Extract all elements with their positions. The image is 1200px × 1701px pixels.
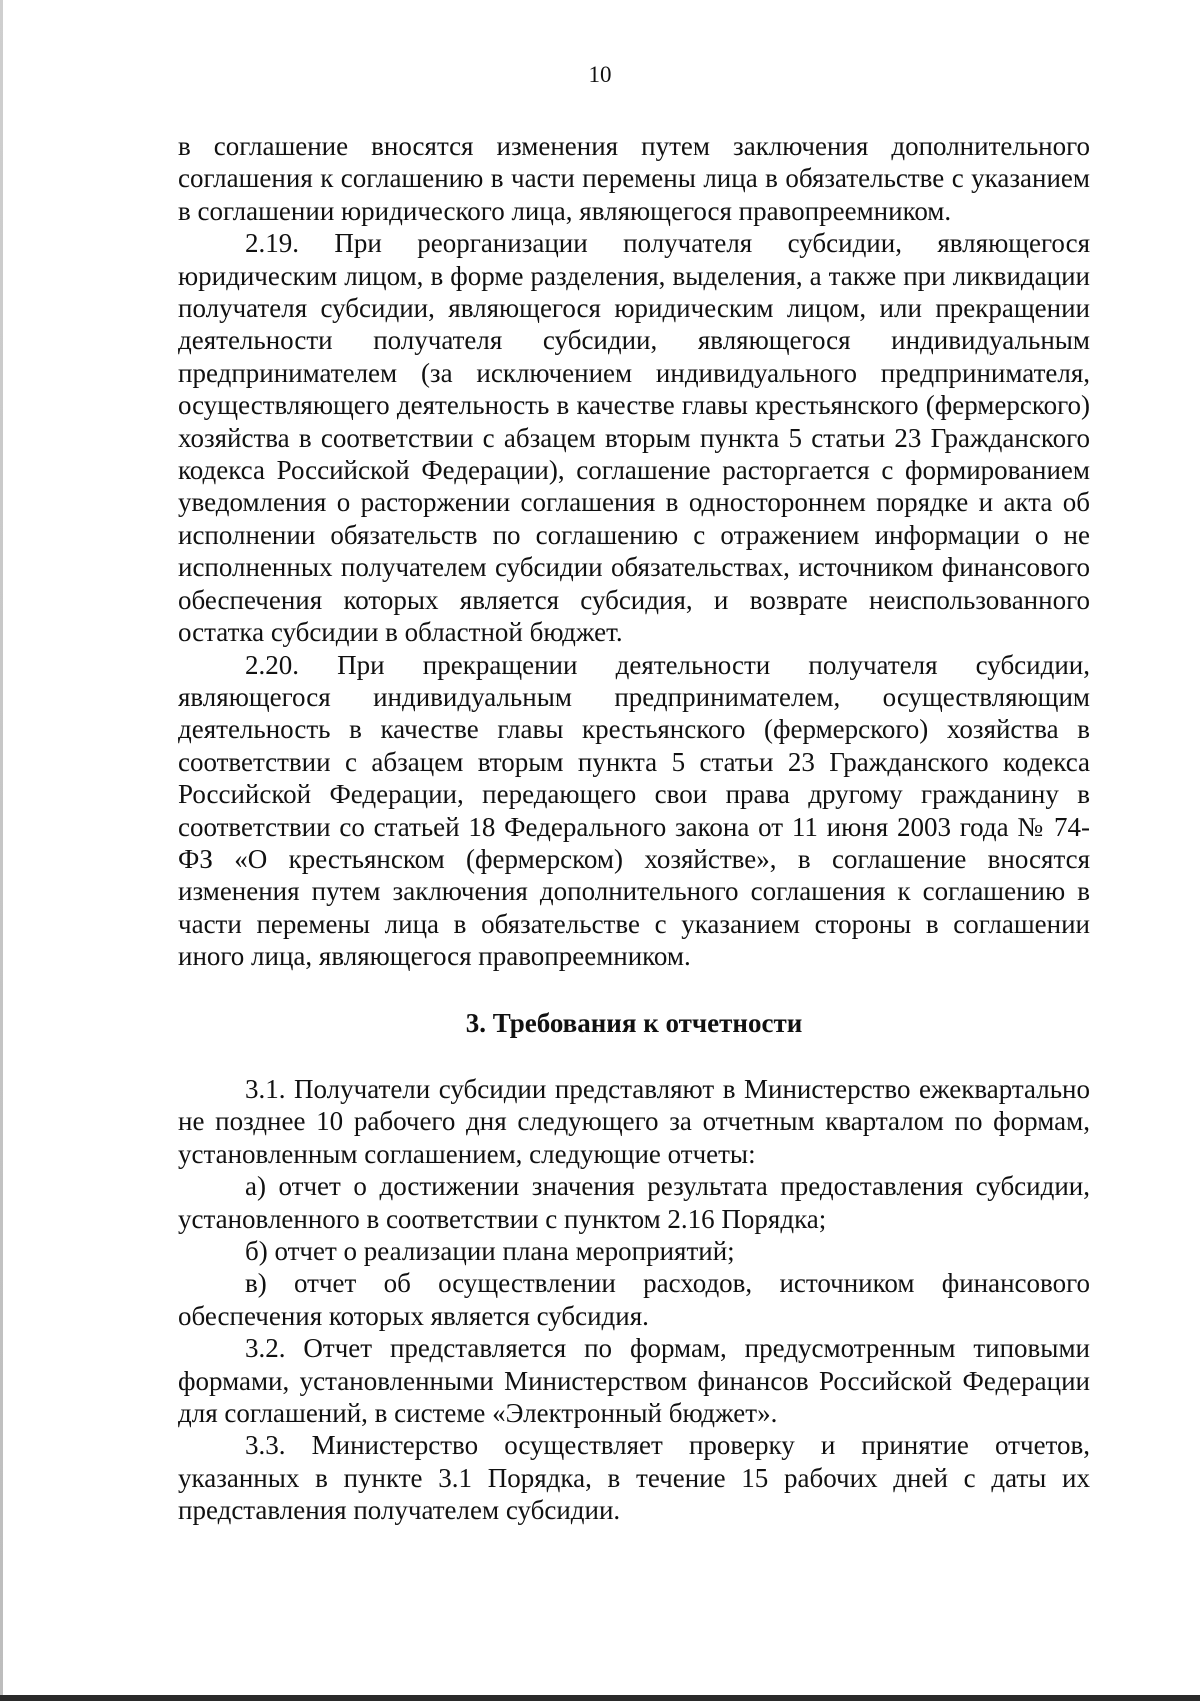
- document-body: [178, 130, 1090, 1527]
- section-heading: 3. Требования к отчетности: [465, 1007, 803, 1038]
- list-item-b: б) отчет о реализации плана мероприятий;: [245, 1236, 735, 1266]
- paragraph-2-19: 2.19. При реорганизации получателя субсидии, являющегося юридическим лицом, в форме разделения, выделения, а также при ликвидации получателя субсидии, являющегося юридическим лицом, или прекращении деятельности получателя субсидии, являющегося индивидуальным предпринимателем (за исключением индивидуального предпринимателя, осуществляющего деятельность в качестве главы крестьянского (фермерского) хозяйства в соответствии с абзацем вторым пункта 5 статьи 23 Гражданского кодекса Российской Федерации), соглашение расторгается с формированием уведомления о расторжении соглашения в одностороннем порядке и акта об исполнении обязательств по соглашению с отражением информации о не исполненных получателем субсидии обязательствах, источником финансового обеспечения которых является субсидия, и возврате неиспользованного остатка субсидии в областной бюджет.: [178, 228, 1090, 648]
- paragraph-3-2: 3.2. Отчет представляется по формам, предусмотренным типовыми формами, установленными Министерством финансов Российской Федерации для соглашений, в системе «Электронный бюджет».: [178, 1333, 1090, 1429]
- list-item-a: а) отчет о достижении значения результата предоставления субсидии, установленного в соответствии с пунктом 2.16 Порядка;: [178, 1171, 1090, 1234]
- list-item-v: в) отчет об осуществлении расходов, источником финансового обеспечения которых является субсидия.: [178, 1268, 1090, 1331]
- paragraph-3-3: 3.3. Министерство осуществляет проверку и принятие отчетов, указанных в пункте 3.1 Порядка, в течение 15 рабочих дней с даты их представления получателем субсидии.: [178, 1430, 1090, 1526]
- scan-edge-left: [0, 0, 3, 1701]
- paragraph-continuation: в соглашение вносятся изменения путем заключения дополнительного соглашения к соглашению в части перемены лица в обязательстве с указанием в соглашении юридического лица, являющегося правопреемником.: [178, 131, 1090, 226]
- scan-edge-bottom: [0, 1695, 1200, 1701]
- paragraph-3-1: 3.1. Получатели субсидии представляют в Министерство ежеквартально не позднее 10 рабочего дня следующего за отчетным кварталом по формам, установленным соглашением, следующие отчеты:: [178, 1073, 1090, 1169]
- page-number: 10: [588, 62, 612, 87]
- paragraph-2-20: 2.20. При прекращении деятельности получателя субсидии, являющегося индивидуальным предпринимателем, осуществляющим деятельность в качестве главы крестьянского (фермерского) хозяйства в соответствии с абзацем вторым пункта 5 статьи 23 Гражданского кодекса Российской Федерации, передающего свои права другому гражданину в соответствии со статьей 18 Федерального закона от 11 июня 2003 года № 74-ФЗ «О крестьянском (фермерском) хозяйстве», в соглашение вносятся изменения путем заключения дополнительного соглашения к соглашению в части перемены лица в обязательстве с указанием стороны в соглашении иного лица, являющегося правопреемником.: [178, 649, 1090, 972]
